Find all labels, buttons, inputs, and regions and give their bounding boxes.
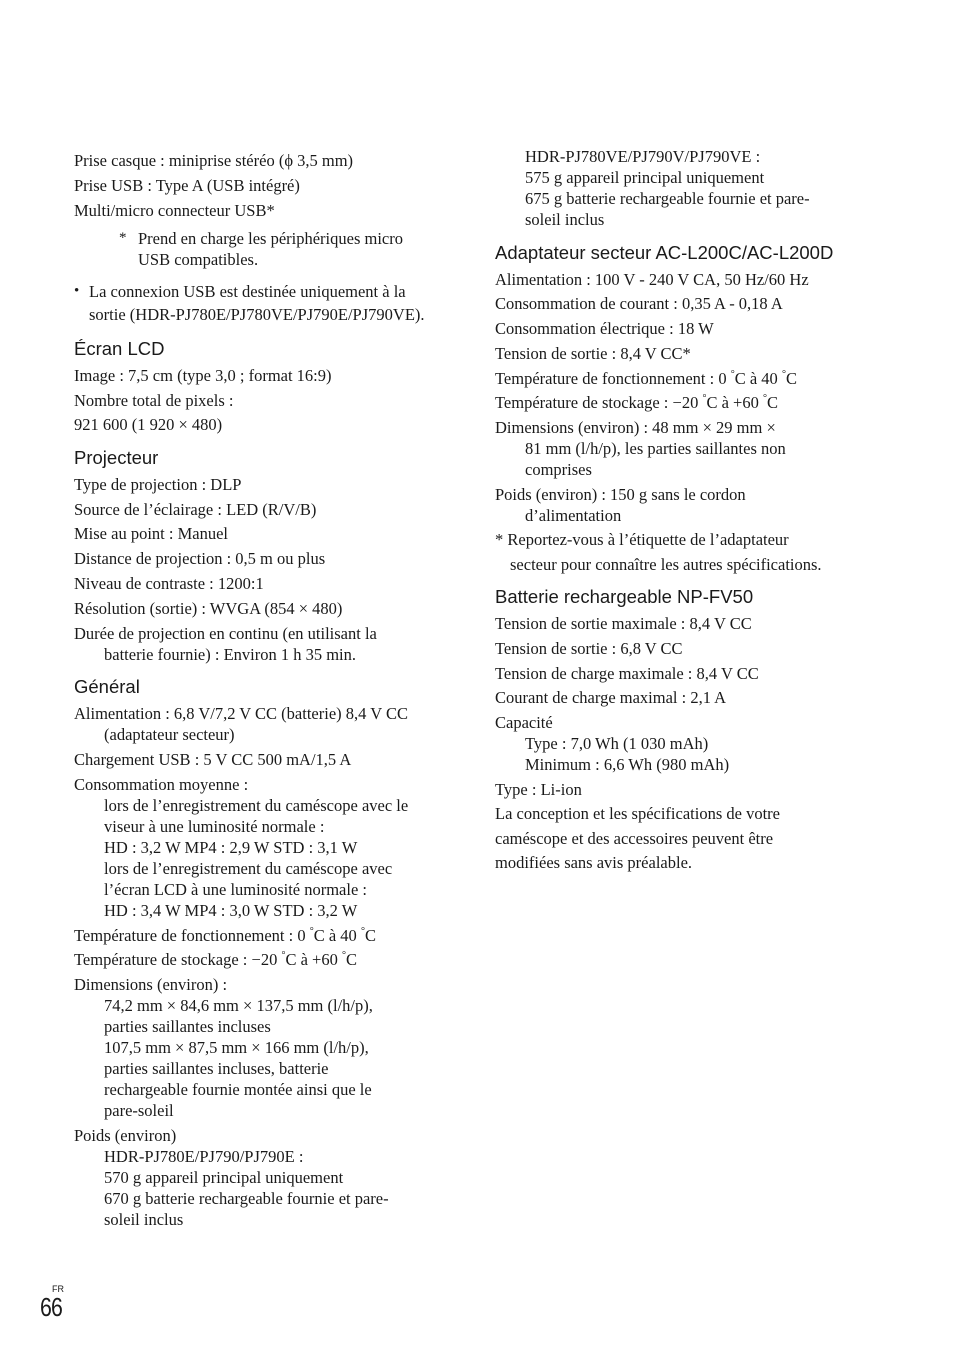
spec-line: Durée de projection en continu (en utilisant la	[74, 624, 377, 643]
disclaimer-line: modifiées sans avis préalable.	[495, 853, 693, 872]
spec-line: Consommation de courant : 0,35 A - 0,18 A	[495, 294, 783, 313]
spec-line: 570 g appareil principal uniquement	[104, 1168, 344, 1187]
bullet-line: sortie (HDR-PJ780E/PJ780VE/PJ790E/PJ790VE).	[89, 305, 425, 324]
spec-line: batterie fournie) : Environ 1 h 35 min.	[104, 645, 357, 664]
spec-line: parties saillantes incluses, batterie	[104, 1059, 329, 1078]
spec-line-storage-temp: Température de stockage : −20 °C à +60 °C	[495, 393, 778, 412]
spec-line: HD : 3,2 W MP4 : 2,9 W STD : 3,1 W	[104, 838, 358, 857]
spec-line: soleil inclus	[525, 210, 605, 229]
spec-line-storage-temp: Température de stockage : −20 °C à +60 °C	[74, 950, 357, 969]
note-asterisk: *	[119, 230, 127, 246]
spec-line: Mise au point : Manuel	[74, 524, 228, 543]
spec-line: Poids (environ) : 150 g sans le cordon	[495, 485, 746, 504]
spec-line: Consommation électrique : 18 W	[495, 319, 714, 338]
language-code: FR	[52, 1284, 64, 1294]
spec-line: HD : 3,4 W MP4 : 3,0 W STD : 3,2 W	[104, 901, 358, 920]
spec-line: Alimentation : 100 V - 240 V CA, 50 Hz/60 Hz	[495, 270, 809, 289]
degree-sign: °	[341, 950, 346, 961]
spec-line: Tension de charge maximale : 8,4 V CC	[495, 664, 759, 683]
spec-multi-usb: Multi/micro connecteur USB*	[74, 201, 275, 220]
spec-line: 575 g appareil principal uniquement	[525, 168, 765, 187]
spec-line: 670 g batterie rechargeable fournie et pare-	[104, 1189, 389, 1208]
footnote-line: * Reportez-vous à l’étiquette de l’adaptateur	[495, 530, 789, 549]
spec-line: 107,5 mm × 87,5 mm × 166 mm (l/h/p),	[104, 1038, 369, 1057]
degree-sign: °	[762, 393, 767, 404]
spec-line: HDR-PJ780E/PJ790/PJ790E :	[104, 1147, 304, 1166]
spec-line: Image : 7,5 cm (type 3,0 ; format 16:9)	[74, 366, 332, 385]
spec-line: Tension de sortie : 6,8 V CC	[495, 639, 683, 658]
spec-line-operating-temp: Température de fonctionnement : 0 °C à 40 °C	[74, 926, 376, 945]
degree-sign: °	[781, 369, 786, 380]
spec-line: Résolution (sortie) : WVGA (854 × 480)	[74, 599, 343, 618]
disclaimer-line: caméscope et des accessoires peuvent être	[495, 829, 774, 848]
spec-line: pare-soleil	[104, 1101, 174, 1120]
section-heading-adapter: Adaptateur secteur AC-L200C/AC-L200D	[495, 242, 834, 263]
spec-line: 675 g batterie rechargeable fournie et pare-	[525, 189, 810, 208]
spec-line: viseur à une luminosité normale :	[104, 817, 325, 836]
spec-line: Dimensions (environ) :	[74, 975, 228, 994]
spec-line: Niveau de contraste : 1200:1	[74, 574, 264, 593]
bullet-icon: •	[74, 283, 80, 299]
spec-line: HDR-PJ780VE/PJ790V/PJ790VE :	[525, 147, 761, 166]
degree-sign: °	[730, 369, 735, 380]
spec-line: Tension de sortie : 8,4 V CC*	[495, 344, 691, 363]
section-heading-projector: Projecteur	[74, 447, 159, 468]
spec-line: (adaptateur secteur)	[104, 725, 235, 744]
spec-line: comprises	[525, 460, 592, 479]
spec-usb: Prise USB : Type A (USB intégré)	[74, 176, 300, 195]
spec-line: Minimum : 6,6 Wh (980 mAh)	[525, 755, 730, 774]
section-heading-general: Général	[74, 676, 140, 697]
degree-sign: °	[281, 950, 286, 961]
spec-line: Type de projection : DLP	[74, 475, 242, 494]
page-number: 66	[40, 1292, 63, 1322]
degree-sign: °	[702, 393, 707, 404]
spec-line: Type : 7,0 Wh (1 030 mAh)	[525, 734, 709, 753]
spec-line: Alimentation : 6,8 V/7,2 V CC (batterie) 8,4 V CC	[74, 704, 408, 723]
spec-line: 81 mm (l/h/p), les parties saillantes non	[525, 439, 786, 458]
note-line: USB compatibles.	[138, 250, 259, 269]
spec-line: lors de l’enregistrement du caméscope avec le	[104, 796, 409, 815]
spec-line: l’écran LCD à une luminosité normale :	[104, 880, 368, 899]
spec-line: Consommation moyenne :	[74, 775, 249, 794]
spec-line: Chargement USB : 5 V CC 500 mA/1,5 A	[74, 750, 352, 769]
spec-line: lors de l’enregistrement du caméscope avec	[104, 859, 393, 878]
spec-line: Nombre total de pixels :	[74, 391, 234, 410]
spec-line: rechargeable fournie montée ainsi que le	[104, 1080, 372, 1099]
spec-line: Dimensions (environ) : 48 mm × 29 mm ×	[495, 418, 776, 437]
section-heading-lcd: Écran LCD	[74, 338, 165, 359]
spec-line: d’alimentation	[525, 506, 622, 525]
spec-line: Poids (environ)	[74, 1126, 177, 1145]
degree-sign: °	[360, 926, 365, 937]
footnote-line: secteur pour connaître les autres spécifications.	[510, 555, 822, 574]
spec-line: Distance de projection : 0,5 m ou plus	[74, 549, 326, 568]
spec-line: Capacité	[495, 713, 553, 732]
degree-sign: °	[309, 926, 314, 937]
spec-line-operating-temp: Température de fonctionnement : 0 °C à 40 °C	[495, 369, 797, 388]
spec-line: Courant de charge maximal : 2,1 A	[495, 688, 727, 707]
spec-line: 921 600 (1 920 × 480)	[74, 415, 223, 434]
spec-line: 74,2 mm × 84,6 mm × 137,5 mm (l/h/p),	[104, 996, 373, 1015]
spec-line: parties saillantes incluses	[104, 1017, 271, 1036]
spec-line: Source de l’éclairage : LED (R/V/B)	[74, 500, 317, 519]
spec-line: soleil inclus	[104, 1210, 184, 1229]
note-line: Prend en charge les périphériques micro	[138, 229, 403, 248]
spec-headphone: Prise casque : miniprise stéréo (ϕ 3,5 mm)	[74, 151, 354, 170]
spec-line: Type : Li-ion	[495, 780, 582, 799]
spec-line: Tension de sortie maximale : 8,4 V CC	[495, 614, 752, 633]
bullet-line: La connexion USB est destinée uniquement à la	[89, 282, 406, 301]
disclaimer-line: La conception et les spécifications de votre	[495, 804, 780, 823]
section-heading-battery: Batterie rechargeable NP-FV50	[495, 586, 754, 607]
